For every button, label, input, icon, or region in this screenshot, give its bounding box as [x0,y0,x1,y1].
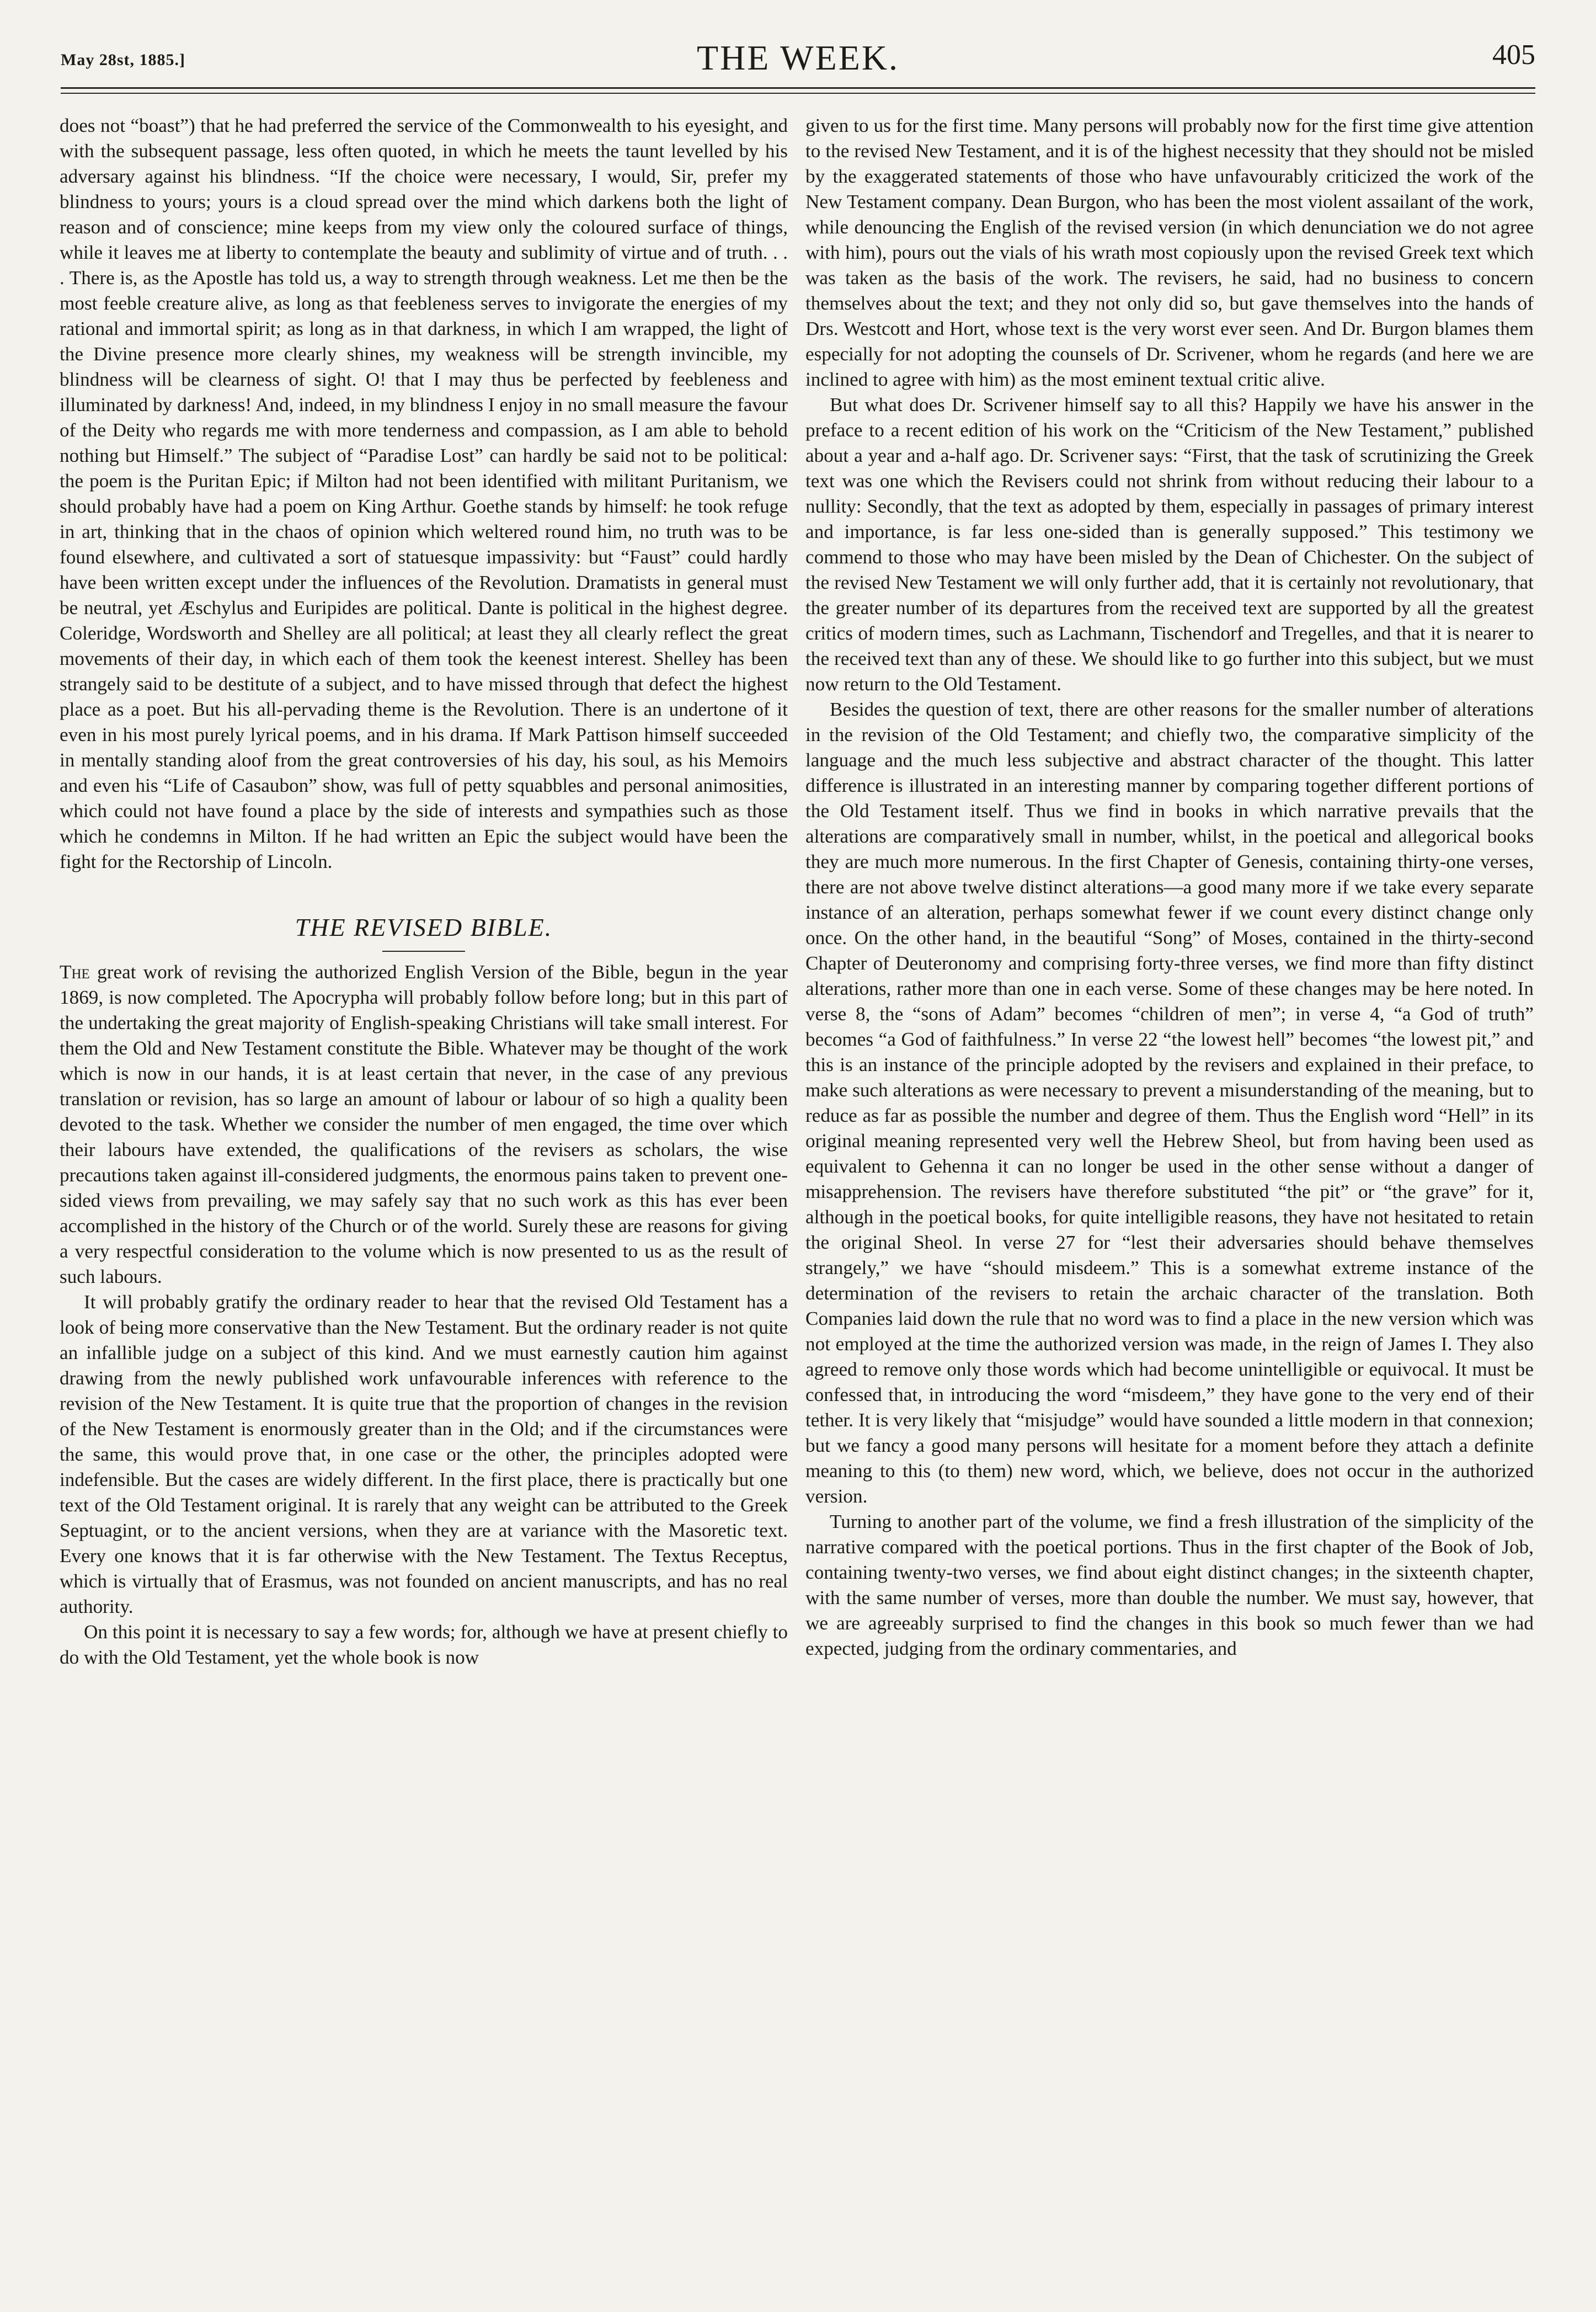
right-paragraph-2: But what does Dr. Scrivener himself say to all this? Happily we have his answer in the preface to a recent edition of his work on the “Criticism of the New Testament,” published about a year and a-half ago. Dr. Scrivener says: “First, that the task of scrutinizing the Greek text was one which the Revisers could not shrink from without reducing their labour to a nullity: Secondly, that the text as adopted by them, especially in passages of primary interest and importance, is far less one-sided than is generally supposed.” This testimony we commend to those who may have been misled by the Dean of Chichester. On the subject of the revised New Testament we will only further add, that it is certainly not revolutionary, that the greater number of its departures from the received text are supported by all the greatest critics of modern times, such as Lachmann, Tischendorf and Tregelles, and that it is nearer to the received text than any of these. We should like to go further into this subject, but we must now return to the Old Testament. [805,394,1534,695]
opening-word: The [60,961,90,983]
right-paragraph-1: given to us for the first time. Many persons will probably now for the first time give attention to the revised New Testament, and it is of the highest necessity that they should not be misled by the exaggerated statements of those who have unfavourably criticized the work of the New Testament company. Dean Burgon, who has been the most violent assailant of the work, while denouncing the English of the revised version (in which denunciation we do not agree with him), pours out the vials of his wrath most copiously upon the revised Greek text which was taken as the basis of the work. The revisers, he said, had no business to concern themselves about the text; and they not only did so, but gave themselves into the hands of Drs. Westcott and Hort, whose text is the very worst ever seen. And Dr. Burgon blames them especially for not adopting the counsels of Dr. Scrivener, whom he regards (and here we are inclined to agree with him) as the most eminent textual critic alive. [805,115,1534,390]
title-divider [382,951,465,952]
page-header [61,34,1535,78]
milton-continuation-paragraph: does not “boast”) that he had preferred the service of the Commonwealth to his eyesight, and with the subsequent passage, less often quoted, in which he meets the taunt levelled by his adversary against his blindness. “If the choice were necessary, I would, Sir, prefer my blindness to yours; yours is a cloud spread over the mind which darkens both the light of reason and of conscience; mine keeps from my view only the coloured surface of things, while it leaves me at liberty to contemplate the beauty and sublimity of virtue and of truth. . . . There is, as the Apostle has told us, a way to strength through weakness. Let me then be the most feeble creature alive, as long as that feebleness serves to invigorate the energies of my rational and immortal spirit; as long as in that darkness, in which I am wrapped, the light of the Divine presence more clearly shines, my weakness will be strength invincible, my blindness will be clearness of sight. O! that I may thus be perfected by feebleness and illuminated by darkness! And, indeed, in my blindness I enjoy in no small measure the favour of the Deity who regards me with more tenderness and compassion, as I am able to behold nothing but Himself.” The subject of “Paradise Lost” can hardly be said not to be political: the poem is the Puritan Epic; if Milton had not been identified with militant Puritanism, we should probably have had a poem on King Arthur. Goethe stands by himself: he took refuge in art, thinking that in the chaos of opinion which weltered round him, no truth was to be found elsewhere, and cultivated a sort of statuesque impassivity: but “Faust” could hardly have been written except under the influences of the Revolution. Dramatists in general must be neutral, yet Æschylus and Euripides are political. Dante is political in the highest degree. Coleridge, Wordsworth and Shelley are all political; at least they all clearly reflect the great movements of their day, in which each of them took the keenest interest. Shelley has been strangely said to be destitute of a subject, and to have missed through that defect the highest place as a poet. But his all-pervading theme is the Revolution. There is an undertone of it even in his most purely lyrical poems, and in his drama. If Mark Pattison himself succeeded in mentally standing aloof from the great controversies of his day, his soul, as his Memoirs and even his “Life of Casaubon” show, was full of petty squabbles and personal animosities, which could not have found a place by the side of interests and sympathies such as those which he condemns in Milton. If he had written an Epic the subject would have been the fight for the Rectorship of Lincoln. [60,115,788,872]
right-paragraph-4: Turning to another part of the volume, we find a fresh illustration of the simplicity of the narrative compared with the poetical portions. Thus in the first chapter of the Book of Job, containing twenty-two verses, we find about eight distinct changes; in the sixteenth chapter, with the same number of verses, more than double the number. We must say, however, that we are agreeably surprised to find the changes in this book so much fewer than we had expected, judging from the ordinary commentaries, and [805,1511,1534,1659]
page-number: 405 [1492,39,1535,71]
issue-date: May 28st, 1885.] [61,51,185,69]
article-paragraph-1-text: great work of revising the authorized English Version of the Bible, begun in the year 1869, is now completed. The Apocrypha will probably follow before long; but in this part of the undertaking the great majority of English-speaking Christians will take small interest. For them the Old and New Testament constitute the Bible. Whatever may be thought of the work which is now in our hands, it is at least certain that never, in the case of any previous translation or revision, has so large an amount of labour or labour of so high a quality been devoted to the task. Whether we consider the number of men engaged, the time over which their labours have extended, the qualifications of the revisers as scholars, the wise precautions taken against ill-considered judgments, the enormous pains taken to prevent one-sided views from prevailing, we may safely say that no such work as this has ever been accomplished in the history of the Church or of the world. Surely these are reasons for giving a very respectful consideration to the volume which is now presented to us as the result of such labours. [60,961,788,1287]
article-title: THE REVISED BIBLE. [295,913,553,941]
masthead-title: THE WEEK. [696,38,900,77]
article-paragraph-1 [60,960,788,1290]
header-rule-top [61,87,1535,89]
right-paragraph-3: Besides the question of text, there are other reasons for the smaller number of alterations in the revision of the Old Testament; and chiefly two, the comparative simplicity of the language and the much less subjective and abstract character of the thought. This latter difference is illustrated in an interesting manner by comparing together different portions of the Old Testament itself. Thus we find in books in which narrative prevails that the alterations are comparatively small in number, whilst, in the poetical and allegorical books they are much more numerous. In the first Chapter of Genesis, containing thirty-one verses, there are not above twelve distinct alterations—a good many more if we take every separate instance of an alteration, perhaps somewhat fewer if we count every distinct change only once. On the other hand, in the beautiful “Song” of Moses, contained in the thirty-second Chapter of Deuteronomy and comprising forty-three verses, we find more than fifty distinct alterations, rather more than one in each verse. Some of these changes may be here noted. In verse 8, the “sons of Adam” becomes “children of men”; in verse 4, “a God of truth” becomes “a God of faithfulness.” In verse 22 “the lowest hell” becomes “the lowest pit,” and this is an instance of the principle adopted by the revisers and explained in their preface, to make such alterations as were necessary to prevent a misunderstanding of the meaning, but to reduce as far as possible the number and degree of them. Thus the English word “Hell” in its original meaning represented very well the Hebrew Sheol, but from having been used as equivalent to Gehenna it can no longer be used in the other sense without a danger of misapprehension. The revisers have therefore substituted “the pit” or “the grave” for it, although in the poetical books, for quite intelligible reasons, they have not hesitated to retain the original Sheol. In verse 27 for “lest their adversaries should behave themselves strangely,” we have “should misdeem.” This is a somewhat extreme instance of the determination of the revisers to retain the archaic character of the translation. Both Companies laid down the rule that no word was to find a place in the new version which was not employed at the time the authorized version was made, in the reign of James I. They also agreed to remove only those words which had become unintelligible or equivocal. It must be confessed that, in introducing the word “misdeem,” they have gone to the very end of their tether. It is very likely that “misjudge” would have sounded a little modern in that connexion; but we fancy a good many persons will hesitate for a moment before they attach a definite meaning to this (to them) new word, which, we believe, does not occur in the authorized version. [805,699,1534,1507]
header-rule-bottom [61,93,1535,94]
article-paragraph-3: On this point it is necessary to say a few words; for, although we have at present chiefly to do with the Old Testament, yet the whole book is now [60,1621,788,1668]
right-column [805,113,1534,1661]
article-paragraph-2: It will probably gratify the ordinary reader to hear that the revised Old Testament has a look of being more conservative than the New Testament. But the ordinary reader is not quite an infallible judge on a subject of this kind. And we must earnestly caution him against drawing from the newly published work unfavourable inferences with reference to the revision of the New Testament. It is quite true that the proportion of changes in the revision of the New Testament is enormously greater than in the Old; and if the circumstances were the same, this would prove that, in one case or the other, the principles adopted were indefensible. But the cases are widely different. In the first place, there is practically but one text of the Old Testament original. It is rarely that any weight can be attributed to the Greek Septuagint, or to the ancient versions, when they are at variance with the Masoretic text. Every one knows that it is far otherwise with the New Testament. The Textus Receptus, which is virtually that of Erasmus, was not founded on ancient manuscripts, and has no real authority. [60,1291,788,1617]
left-column [60,113,788,1670]
